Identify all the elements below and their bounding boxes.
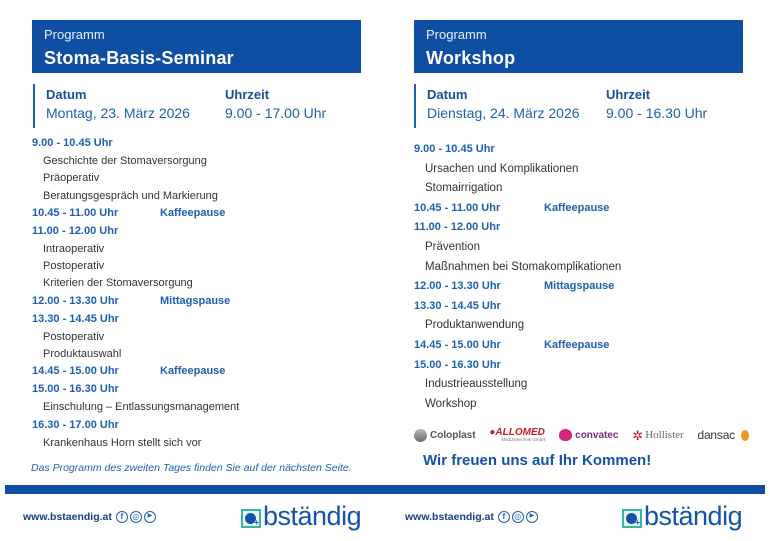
slot-time: 11.00 - 12.00 Uhr (32, 224, 119, 237)
bstaendig-logo (622, 503, 742, 530)
session-topic: Kriterien der Stomaversorgung (43, 277, 193, 290)
session-topic: Beratungsgespräch und Markierung (43, 189, 218, 202)
program-header (414, 20, 743, 73)
youtube-icon[interactable]: ▶ (144, 511, 156, 523)
slot-time: 12.00 - 13.30 Uhr (414, 280, 501, 293)
page-workshop (385, 0, 770, 485)
schedule-slot (414, 300, 621, 320)
time-column (606, 87, 707, 121)
session-topic: Ursachen und Komplikationen (425, 162, 579, 175)
sponsor-name: convatec (575, 429, 619, 441)
schedule-slot (414, 359, 621, 379)
page-stoma-basis-seminar (0, 0, 385, 485)
time-value: 9.00 - 16.30 Uhr (606, 105, 708, 121)
session-topic: Intraoperativ (43, 242, 105, 255)
session-topic: Maßnahmen bei Stomakomplikationen (425, 260, 622, 273)
session-topic: Industrieausstellung (425, 378, 528, 391)
convatec-logo-icon (559, 429, 572, 441)
footer-bar (5, 485, 765, 494)
date-time-block (33, 84, 363, 128)
sponsor-hollister (632, 429, 683, 442)
bstaendig-mark-icon: + (241, 509, 261, 528)
schedule-slot (32, 419, 239, 437)
sponsor-dansac (697, 428, 749, 442)
session-topic: Postoperativ (43, 330, 105, 343)
sponsor-convatec (559, 429, 618, 441)
date-time-block (414, 84, 744, 128)
slot-time: 11.00 - 12.00 Uhr (414, 221, 501, 234)
break-label: Kaffeepause (544, 338, 610, 351)
session-topic: Geschichte der Stomaversorgung (43, 155, 207, 167)
slot-time: 9.00 - 10.45 Uhr (32, 137, 113, 149)
break-label: Kaffeepause (160, 206, 226, 219)
program-title: Stoma-Basis-Seminar (44, 48, 234, 68)
schedule-slot (32, 383, 239, 401)
instagram-icon[interactable]: ◎ (512, 511, 524, 523)
break-label: Mittagspause (160, 294, 231, 307)
program-kicker: Programm (44, 27, 105, 42)
program-header (32, 20, 361, 73)
session-topic: Einschulung – Entlassungsmanagement (43, 401, 240, 414)
schedule-slot (32, 295, 239, 313)
sponsor-logos (414, 426, 749, 444)
schedule-slot (32, 313, 239, 331)
facebook-icon[interactable]: f (116, 511, 128, 523)
date-label: Datum (46, 87, 87, 102)
date-value: Montag, 23. März 2026 (46, 105, 190, 121)
slot-time: 13.30 - 14.45 Uhr (32, 312, 119, 325)
slot-time: 16.30 - 17.00 Uhr (32, 418, 119, 431)
slot-time: 9.00 - 10.45 Uhr (414, 143, 495, 155)
schedule-slot (414, 280, 621, 300)
instagram-icon[interactable]: ◎ (130, 511, 142, 523)
welcome-message: Wir freuen uns auf Ihr Kommen! (423, 452, 652, 469)
break-label: Mittagspause (544, 280, 615, 293)
break-label: Kaffeepause (544, 201, 610, 214)
sponsor-name: ALLOMED (495, 426, 545, 438)
sponsor-name: dansac (697, 428, 735, 442)
sponsor-name: Hollister (645, 429, 684, 441)
sponsor-name: Coloplast (430, 429, 476, 441)
sponsor-coloplast (414, 429, 476, 442)
program-kicker: Programm (426, 27, 487, 42)
session-topic: Prävention (425, 240, 480, 253)
hollister-star-icon: ✲ (632, 427, 644, 443)
youtube-icon[interactable]: ▶ (526, 511, 538, 523)
schedule-slot (32, 225, 239, 243)
slot-time: 15.00 - 16.30 Uhr (414, 358, 501, 371)
footer-website (405, 511, 538, 523)
date-column (427, 87, 580, 121)
date-column (46, 87, 190, 121)
session-topic: Postoperativ (43, 260, 105, 273)
date-label: Datum (427, 87, 468, 102)
schedule-slot (414, 221, 621, 241)
slot-time: 13.30 - 14.45 Uhr (414, 299, 501, 312)
logo-wordmark: bständig (644, 501, 743, 531)
facebook-icon[interactable]: f (498, 511, 510, 523)
slot-time: 12.00 - 13.30 Uhr (32, 294, 119, 307)
schedule-slot (414, 143, 621, 163)
session-topic: Präoperativ (43, 172, 100, 185)
session-topic: Stomairrigation (425, 182, 503, 195)
slot-time: 14.45 - 15.00 Uhr (32, 365, 119, 378)
website-link[interactable]: www.bstaendig.at (405, 511, 494, 523)
schedule-slot (414, 339, 621, 359)
session-topic: Krankenhaus Horn stellt sich vor (43, 436, 202, 449)
session-topic: Workshop (425, 397, 477, 410)
dansac-dot-icon (741, 430, 749, 441)
footer-website (23, 511, 156, 523)
schedule-slot (32, 137, 239, 155)
schedule-slot (32, 207, 239, 225)
slot-time: 10.45 - 11.00 Uhr (414, 201, 501, 214)
bstaendig-mark-icon: + (622, 509, 642, 528)
time-label: Uhrzeit (606, 87, 651, 102)
slot-time: 10.45 - 11.00 Uhr (32, 206, 119, 219)
slot-time: 15.00 - 16.30 Uhr (32, 383, 119, 396)
date-value: Dienstag, 24. März 2026 (427, 105, 580, 121)
slot-time: 14.45 - 15.00 Uhr (414, 338, 501, 351)
session-topic: Produktanwendung (425, 319, 525, 332)
logo-wordmark: bständig (263, 501, 362, 531)
schedule-slot (414, 202, 621, 222)
next-page-note: Das Programm des zweiten Tages finden Sie auf der nächsten Seite. (31, 462, 352, 474)
time-value: 9.00 - 17.00 Uhr (225, 105, 327, 121)
schedule-slot (32, 365, 239, 383)
time-label: Uhrzeit (225, 87, 270, 102)
session-topic: Produktauswahl (43, 348, 122, 361)
allomed-logo-icon: ●ALLOMED (489, 426, 545, 438)
schedule-list (414, 143, 621, 417)
coloplast-logo-icon (414, 429, 427, 442)
schedule-list (32, 137, 239, 454)
break-label: Kaffeepause (160, 365, 226, 378)
time-column (225, 87, 326, 121)
sponsor-subtitle: Medizintechnik GmbH (501, 436, 546, 442)
bstaendig-logo (241, 503, 361, 530)
program-title: Workshop (426, 48, 516, 68)
sponsor-allomed (489, 428, 545, 443)
website-link[interactable]: www.bstaendig.at (23, 511, 112, 523)
